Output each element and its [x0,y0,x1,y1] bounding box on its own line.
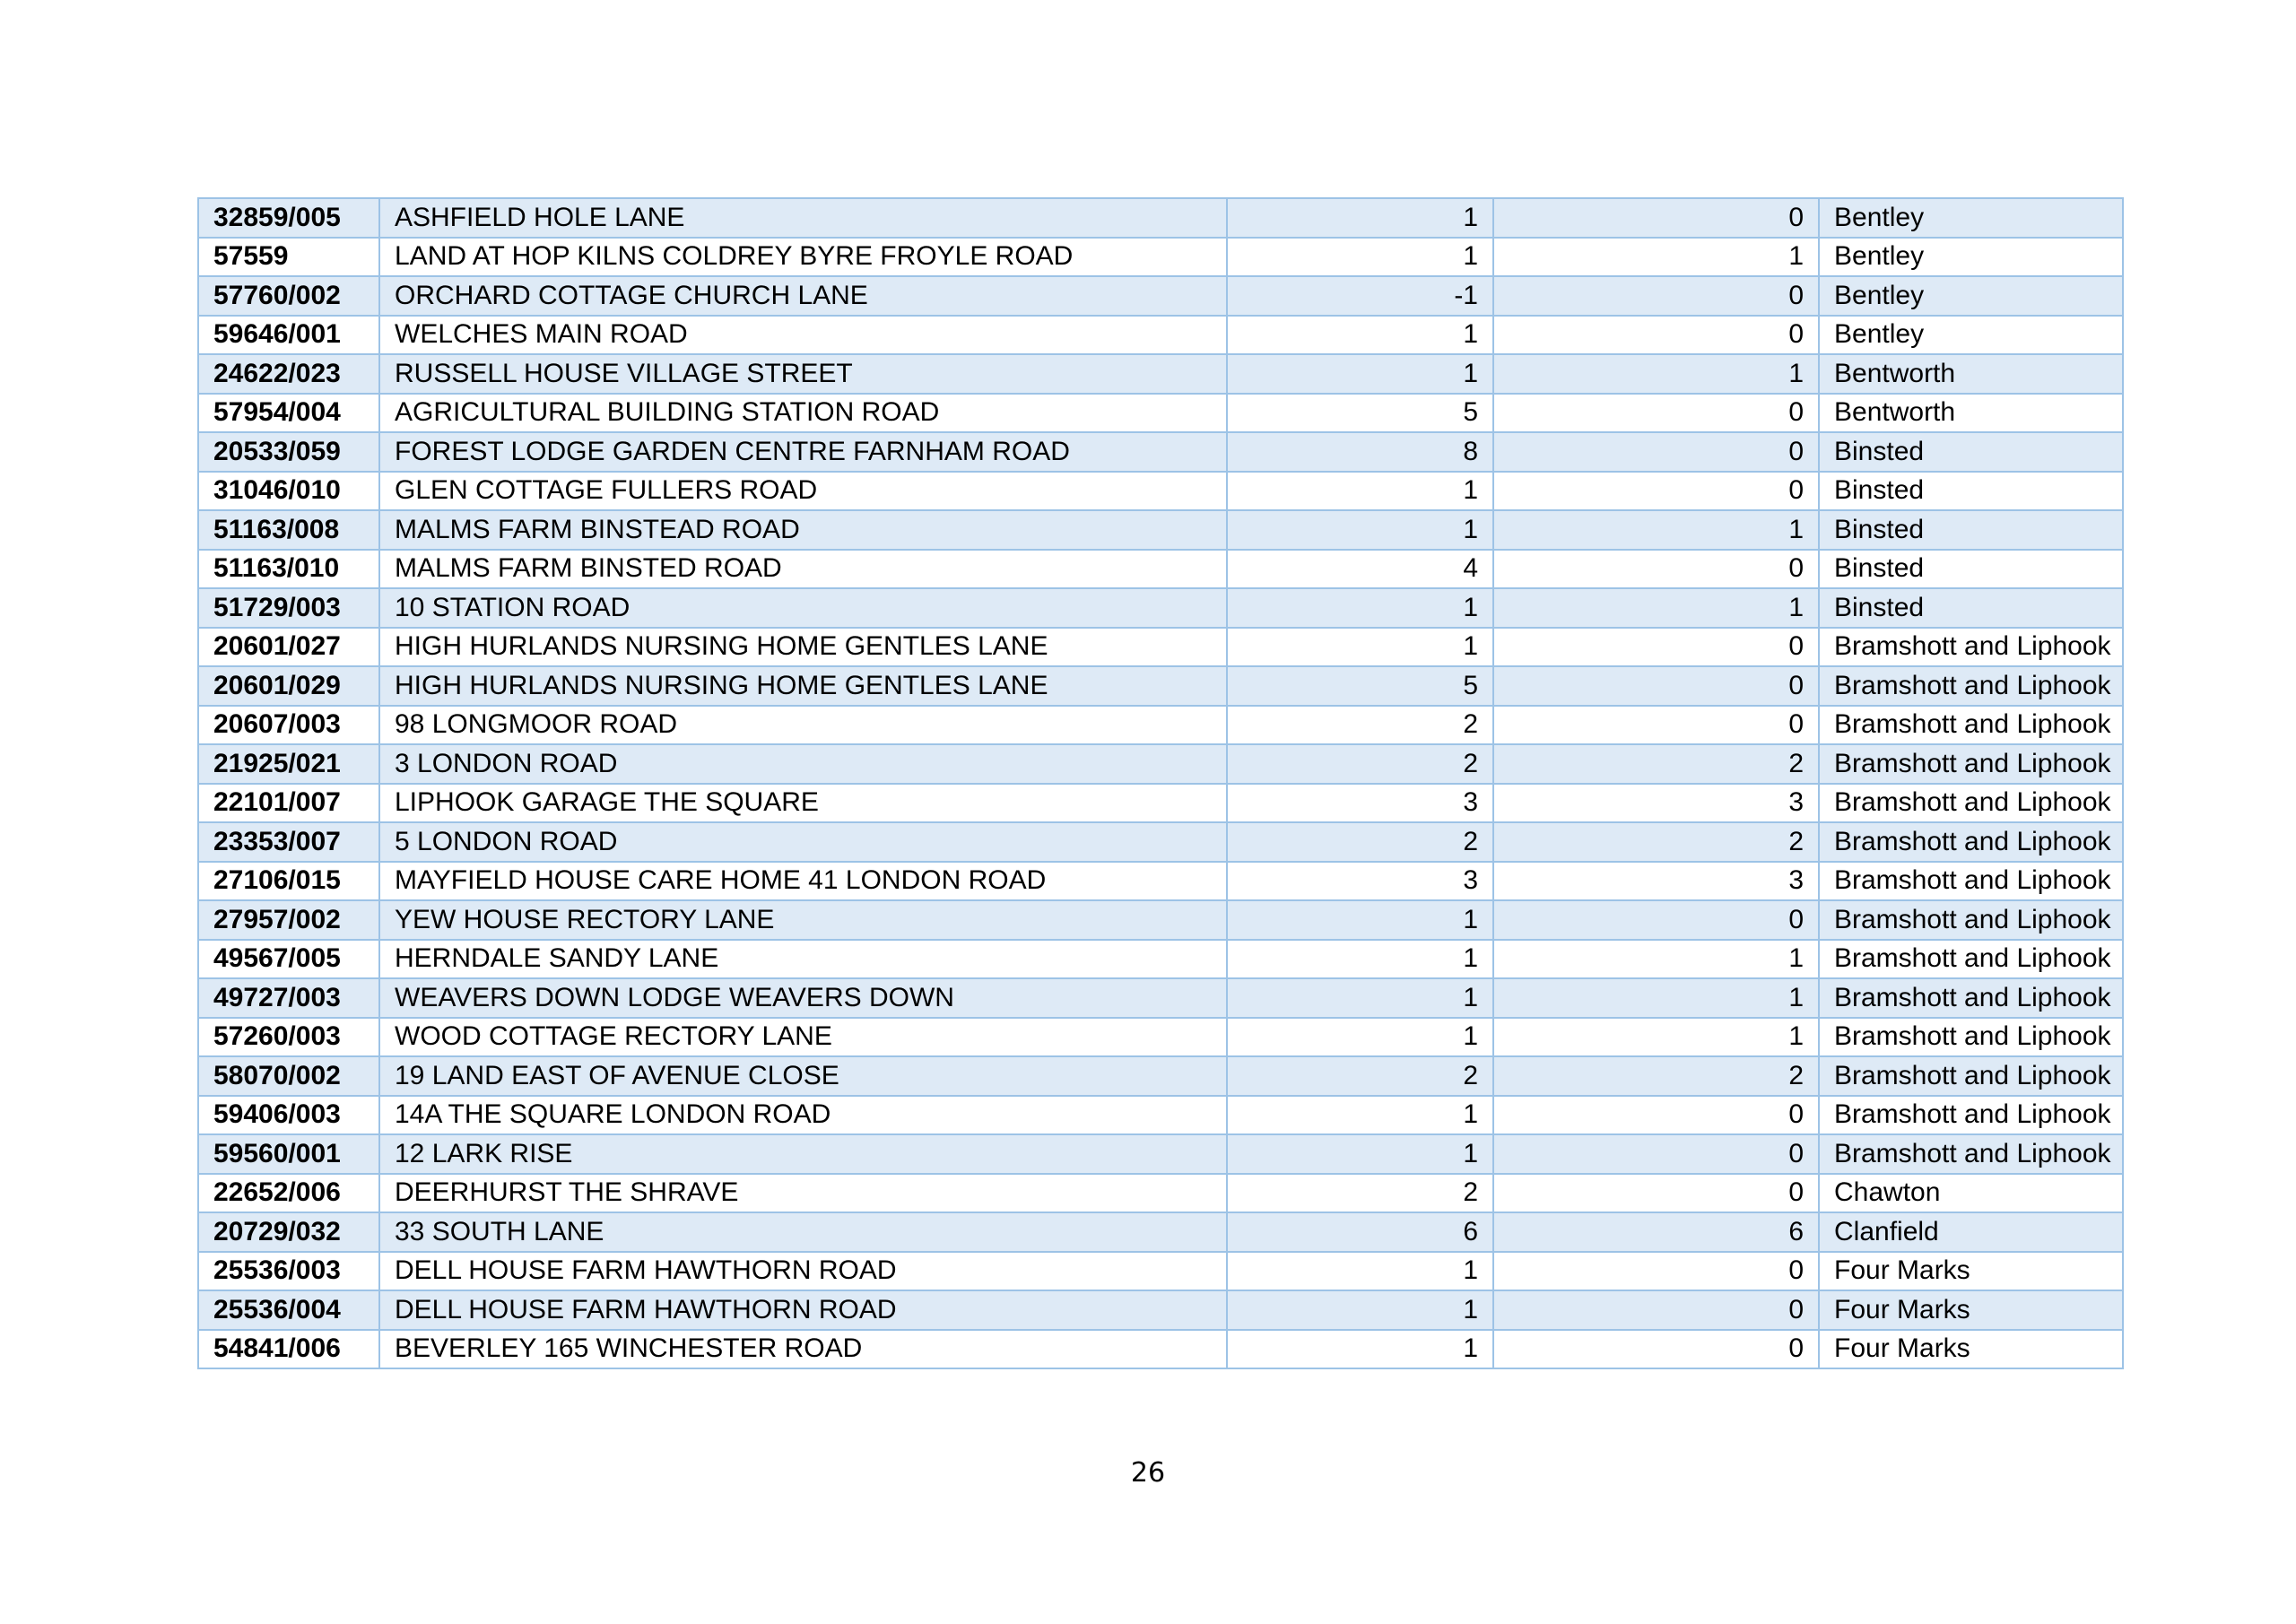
gross-units-cell: 1 [1227,1096,1493,1135]
gross-units-cell: 1 [1227,588,1493,628]
parish-cell: Four Marks [1819,1330,2123,1369]
parish-cell: Bramshott and Liphook [1819,706,2123,745]
net-units-cell: 0 [1493,550,1819,589]
reference-cell: 57954/004 [198,394,379,433]
parish-cell: Bramshott and Liphook [1819,862,2123,901]
address-cell: BEVERLEY 165 WINCHESTER ROAD [379,1330,1227,1369]
table-row [198,628,2123,667]
reference-cell: 49567/005 [198,940,379,979]
address-cell: HERNDALE SANDY LANE [379,940,1227,979]
reference-cell: 58070/002 [198,1056,379,1096]
table-row [198,1290,2123,1330]
gross-units-cell: 3 [1227,784,1493,823]
gross-units-cell: 1 [1227,1330,1493,1369]
address-cell: 33 SOUTH LANE [379,1212,1227,1252]
address-cell: 14A THE SQUARE LONDON ROAD [379,1096,1227,1135]
address-cell: 5 LONDON ROAD [379,822,1227,862]
table-row [198,316,2123,355]
reference-cell: 57760/002 [198,276,379,316]
table-row [198,862,2123,901]
address-cell: WELCHES MAIN ROAD [379,316,1227,355]
reference-cell: 54841/006 [198,1330,379,1369]
address-cell: GLEN COTTAGE FULLERS ROAD [379,472,1227,511]
address-cell: HIGH HURLANDS NURSING HOME GENTLES LANE [379,666,1227,706]
gross-units-cell: 2 [1227,1056,1493,1096]
parish-cell: Bramshott and Liphook [1819,1096,2123,1135]
reference-cell: 20601/029 [198,666,379,706]
address-cell: MALMS FARM BINSTEAD ROAD [379,510,1227,550]
gross-units-cell: 2 [1227,1174,1493,1213]
reference-cell: 59560/001 [198,1134,379,1174]
gross-units-cell: 1 [1227,940,1493,979]
net-units-cell: 0 [1493,1290,1819,1330]
address-cell: DELL HOUSE FARM HAWTHORN ROAD [379,1252,1227,1291]
reference-cell: 21925/021 [198,744,379,784]
parish-cell: Bramshott and Liphook [1819,900,2123,940]
parish-cell: Bentley [1819,316,2123,355]
parish-cell: Bramshott and Liphook [1819,940,2123,979]
net-units-cell: 0 [1493,1174,1819,1213]
net-units-cell: 6 [1493,1212,1819,1252]
address-cell: LAND AT HOP KILNS COLDREY BYRE FROYLE ROAD [379,238,1227,277]
parish-cell: Bramshott and Liphook [1819,1134,2123,1174]
reference-cell: 25536/004 [198,1290,379,1330]
table-row [198,706,2123,745]
parish-cell: Binsted [1819,550,2123,589]
table-row [198,1174,2123,1213]
net-units-cell: 0 [1493,394,1819,433]
gross-units-cell: 1 [1227,198,1493,238]
gross-units-cell: 1 [1227,316,1493,355]
table-row [198,784,2123,823]
parish-cell: Bentley [1819,198,2123,238]
gross-units-cell: 1 [1227,978,1493,1018]
gross-units-cell: 2 [1227,822,1493,862]
table-row [198,472,2123,511]
parish-cell: Bentley [1819,238,2123,277]
net-units-cell: 3 [1493,784,1819,823]
address-cell: YEW HOUSE RECTORY LANE [379,900,1227,940]
parish-cell: Bramshott and Liphook [1819,744,2123,784]
net-units-cell: 0 [1493,900,1819,940]
reference-cell: 20533/059 [198,432,379,472]
reference-cell: 20607/003 [198,706,379,745]
net-units-cell: 0 [1493,276,1819,316]
address-cell: MALMS FARM BINSTED ROAD [379,550,1227,589]
address-cell: ORCHARD COTTAGE CHURCH LANE [379,276,1227,316]
address-cell: RUSSELL HOUSE VILLAGE STREET [379,354,1227,394]
reference-cell: 31046/010 [198,472,379,511]
reference-cell: 20729/032 [198,1212,379,1252]
address-cell: 19 LAND EAST OF AVENUE CLOSE [379,1056,1227,1096]
gross-units-cell: 8 [1227,432,1493,472]
table-row [198,1096,2123,1135]
address-cell: 10 STATION ROAD [379,588,1227,628]
parish-cell: Bramshott and Liphook [1819,1056,2123,1096]
net-units-cell: 0 [1493,1134,1819,1174]
gross-units-cell: 1 [1227,1252,1493,1291]
table-row [198,550,2123,589]
page-number: 26 [1130,1457,1166,1489]
net-units-cell: 0 [1493,706,1819,745]
table-row [198,198,2123,238]
table-row [198,1330,2123,1369]
reference-cell: 59406/003 [198,1096,379,1135]
gross-units-cell: 1 [1227,628,1493,667]
parish-cell: Bramshott and Liphook [1819,1018,2123,1057]
address-cell: DELL HOUSE FARM HAWTHORN ROAD [379,1290,1227,1330]
reference-cell: 51729/003 [198,588,379,628]
net-units-cell: 0 [1493,472,1819,511]
table-row [198,978,2123,1018]
table-row [198,666,2123,706]
net-units-cell: 3 [1493,862,1819,901]
reference-cell: 49727/003 [198,978,379,1018]
reference-cell: 22652/006 [198,1174,379,1213]
address-cell: ASHFIELD HOLE LANE [379,198,1227,238]
address-cell: AGRICULTURAL BUILDING STATION ROAD [379,394,1227,433]
table-row [198,940,2123,979]
parish-cell: Bramshott and Liphook [1819,978,2123,1018]
reference-cell: 51163/010 [198,550,379,589]
reference-cell: 23353/007 [198,822,379,862]
net-units-cell: 2 [1493,822,1819,862]
table-row [198,510,2123,550]
gross-units-cell: 6 [1227,1212,1493,1252]
parish-cell: Bentworth [1819,354,2123,394]
parish-cell: Bentworth [1819,394,2123,433]
parish-cell: Chawton [1819,1174,2123,1213]
gross-units-cell: 1 [1227,1018,1493,1057]
table-row [198,588,2123,628]
reference-cell: 22101/007 [198,784,379,823]
table-row [198,822,2123,862]
reference-cell: 59646/001 [198,316,379,355]
parish-cell: Bramshott and Liphook [1819,822,2123,862]
address-cell: WOOD COTTAGE RECTORY LANE [379,1018,1227,1057]
net-units-cell: 2 [1493,1056,1819,1096]
gross-units-cell: 1 [1227,900,1493,940]
parish-cell: Binsted [1819,510,2123,550]
gross-units-cell: -1 [1227,276,1493,316]
site-table [197,197,2124,1369]
gross-units-cell: 1 [1227,1134,1493,1174]
reference-cell: 51163/008 [198,510,379,550]
parish-cell: Clanfield [1819,1212,2123,1252]
net-units-cell: 0 [1493,1330,1819,1369]
table-body [198,198,2123,1368]
net-units-cell: 1 [1493,1018,1819,1057]
parish-cell: Bramshott and Liphook [1819,666,2123,706]
address-cell: 12 LARK RISE [379,1134,1227,1174]
gross-units-cell: 2 [1227,744,1493,784]
net-units-cell: 0 [1493,316,1819,355]
gross-units-cell: 1 [1227,238,1493,277]
gross-units-cell: 1 [1227,472,1493,511]
net-units-cell: 0 [1493,1252,1819,1291]
net-units-cell: 2 [1493,744,1819,784]
reference-cell: 27957/002 [198,900,379,940]
reference-cell: 25536/003 [198,1252,379,1291]
address-cell: LIPHOOK GARAGE THE SQUARE [379,784,1227,823]
net-units-cell: 1 [1493,978,1819,1018]
table-row [198,432,2123,472]
address-cell: 98 LONGMOOR ROAD [379,706,1227,745]
net-units-cell: 0 [1493,666,1819,706]
net-units-cell: 1 [1493,940,1819,979]
address-cell: MAYFIELD HOUSE CARE HOME 41 LONDON ROAD [379,862,1227,901]
table-row [198,900,2123,940]
table-row [198,1252,2123,1291]
net-units-cell: 1 [1493,510,1819,550]
gross-units-cell: 1 [1227,510,1493,550]
address-cell: 3 LONDON ROAD [379,744,1227,784]
net-units-cell: 1 [1493,354,1819,394]
table-row [198,1134,2123,1174]
table-row [198,1018,2123,1057]
parish-cell: Four Marks [1819,1252,2123,1291]
address-cell: HIGH HURLANDS NURSING HOME GENTLES LANE [379,628,1227,667]
table-row [198,238,2123,277]
gross-units-cell: 5 [1227,666,1493,706]
table-row [198,1056,2123,1096]
address-cell: FOREST LODGE GARDEN CENTRE FARNHAM ROAD [379,432,1227,472]
parish-cell: Binsted [1819,432,2123,472]
reference-cell: 20601/027 [198,628,379,667]
gross-units-cell: 3 [1227,862,1493,901]
net-units-cell: 1 [1493,588,1819,628]
gross-units-cell: 4 [1227,550,1493,589]
parish-cell: Four Marks [1819,1290,2123,1330]
parish-cell: Bentley [1819,276,2123,316]
net-units-cell: 0 [1493,1096,1819,1135]
reference-cell: 57260/003 [198,1018,379,1057]
table-row [198,394,2123,433]
parish-cell: Binsted [1819,588,2123,628]
net-units-cell: 0 [1493,628,1819,667]
address-cell: WEAVERS DOWN LODGE WEAVERS DOWN [379,978,1227,1018]
gross-units-cell: 1 [1227,354,1493,394]
gross-units-cell: 5 [1227,394,1493,433]
gross-units-cell: 2 [1227,706,1493,745]
parish-cell: Binsted [1819,472,2123,511]
table-row [198,1212,2123,1252]
net-units-cell: 0 [1493,432,1819,472]
parish-cell: Bramshott and Liphook [1819,784,2123,823]
table-row [198,744,2123,784]
reference-cell: 24622/023 [198,354,379,394]
gross-units-cell: 1 [1227,1290,1493,1330]
table-row [198,276,2123,316]
net-units-cell: 1 [1493,238,1819,277]
net-units-cell: 0 [1493,198,1819,238]
reference-cell: 27106/015 [198,862,379,901]
table-row [198,354,2123,394]
reference-cell: 32859/005 [198,198,379,238]
parish-cell: Bramshott and Liphook [1819,628,2123,667]
reference-cell: 57559 [198,238,379,277]
address-cell: DEERHURST THE SHRAVE [379,1174,1227,1213]
